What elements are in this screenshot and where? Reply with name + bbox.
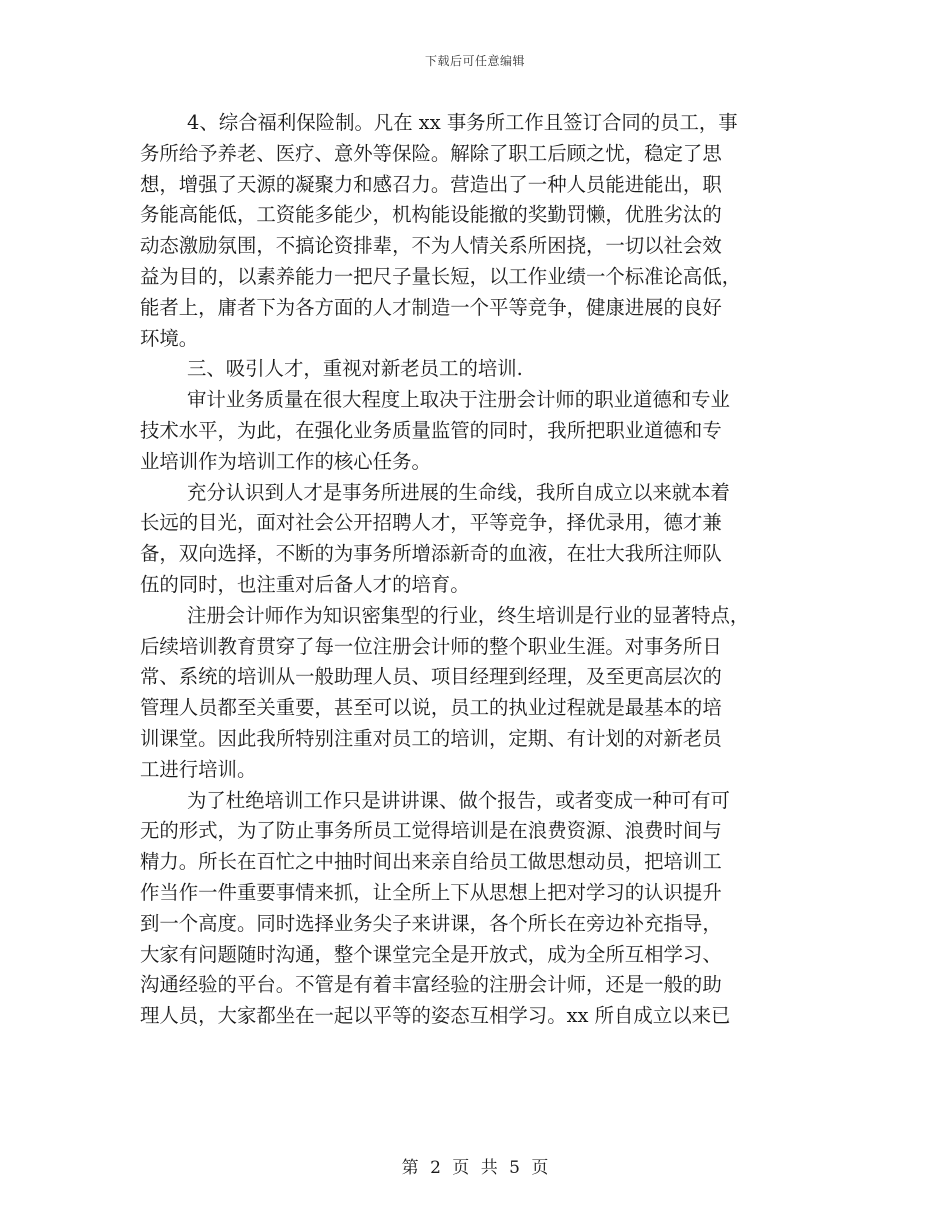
document-body	[140, 108, 830, 1032]
text-line: 注册会计师作为知识密集型的行业，终生培训是行业的显著特点，	[187, 603, 750, 627]
text-line: 动态激励氛围，不搞论资排辈，不为人情关系所困挠，一切以社会效	[140, 234, 722, 258]
text-line: 能者上，庸者下为各方面的人才制造一个平等竞争，健康进展的良好	[140, 295, 722, 319]
text-line: 工进行培训。	[140, 757, 257, 781]
text-line: 作当作一件重要事情来抓，让全所上下从思想上把对学习的认识提升	[140, 880, 722, 904]
text-line: 管理人员都至关重要，甚至可以说，员工的执业过程就是最基本的培	[140, 696, 722, 720]
text-line: 务能高能低，工资能多能少，机构能设能撤的奖勤罚懒，优胜劣汰的	[140, 203, 722, 227]
text-line: 常、系统的培训从一般助理人员、项目经理到经理，及至更高层次的	[140, 665, 722, 689]
page-number-footer: 第 2 页 共 5 页	[401, 1158, 549, 1178]
text-line: 审计业务质量在很大程度上取决于注册会计师的职业道德和专业	[187, 388, 730, 412]
text-line: 备，双向选择，不断的为事务所增添新奇的血液，在壮大我所注师队	[140, 542, 722, 566]
text-line: 训课堂。因此我所特别注重对员工的培训，定期、有计划的对新老员	[140, 726, 722, 750]
text-line: 务所给予养老、医疗、意外等保险。解除了职工后顾之忧，稳定了思	[140, 141, 722, 165]
text-line: 无的形式，为了防止事务所员工觉得培训是在浪费资源、浪费时间与	[140, 819, 722, 843]
text-line: 后续培训教育贯穿了每一位注册会计师的整个职业生涯。对事务所日	[140, 634, 722, 658]
text-line: 益为目的，以素养能力一把尺子量长短，以工作业绩一个标准论高低，	[140, 264, 742, 288]
page-header: 下载后可任意编辑	[424, 54, 525, 68]
text-line: 4、综合福利保险制。凡在 xx 事务所工作且签订合同的员工，事	[187, 111, 738, 134]
text-line: 充分认识到人才是事务所进展的生命线，我所自成立以来就本着	[187, 480, 730, 504]
text-line: 长远的目光，面对社会公开招聘人才，平等竞争，择优录用，德才兼	[140, 511, 722, 535]
text-line: 技术水平，为此，在强化业务质量监管的同时，我所把职业道德和专	[140, 418, 722, 442]
text-line: 精力。所长在百忙之中抽时间出来亲自给员工做思想动员，把培训工	[140, 850, 722, 874]
text-line: 沟通经验的平台。不管是有着丰富经验的注册会计师，还是一般的助	[140, 973, 722, 997]
text-line: 到一个高度。同时选择业务尖子来讲课，各个所长在旁边补充指导，	[140, 911, 722, 935]
text-line: 伍的同时，也注重对后备人才的培育。	[140, 572, 470, 596]
text-line: 为了杜绝培训工作只是讲讲课、做个报告，或者变成一种可有可	[187, 788, 730, 812]
section-heading: 三、吸引人才，重视对新老员工的培训.	[187, 357, 523, 381]
text-line: 理人员，大家都坐在一起以平等的姿态互相学习。xx 所自成立以来已	[140, 1004, 731, 1028]
text-line: 大家有问题随时沟通，整个课堂完全是开放式，成为全所互相学习、	[140, 942, 722, 966]
text-line: 业培训作为培训工作的核心任务。	[140, 449, 431, 473]
text-line: 想，增强了天源的凝聚力和感召力。营造出了一种人员能进能出，职	[140, 172, 722, 196]
text-line: 环境。	[140, 326, 199, 350]
